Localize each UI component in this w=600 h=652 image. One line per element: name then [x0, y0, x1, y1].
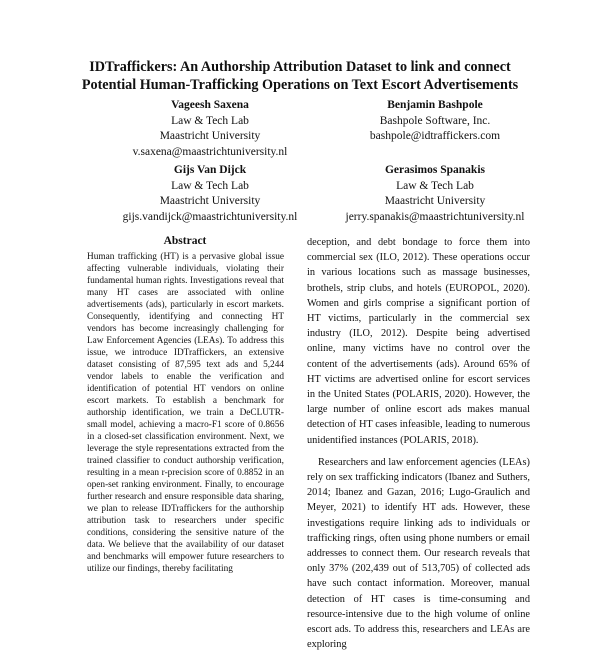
- author-email: gijs.vandijck@maastrichtuniversity.nl: [122, 210, 298, 223]
- author-name: Gerasimos Spanakis: [384, 164, 485, 176]
- author-email: jerry.spanakis@maastrichtuniversity.nl: [345, 210, 525, 223]
- introduction-column: [307, 235, 530, 651]
- author-block-spanakis: [290, 163, 580, 225]
- author-email: v.saxena@maastrichtuniversity.nl: [132, 145, 288, 158]
- author-institution: Maastricht University: [159, 195, 261, 207]
- author-affiliation: Law & Tech Lab: [171, 179, 249, 192]
- author-affiliation: Bashpole Software, Inc.: [379, 114, 491, 127]
- author-name: Vageesh Saxena: [171, 99, 249, 111]
- paper-title: [40, 58, 560, 94]
- author-name: Benjamin Bashpole: [387, 99, 483, 111]
- abstract-body: [87, 251, 284, 600]
- body-paragraph-2: Researchers and law enforcement agencies (LEAs) rely on sex trafficking indicators (Ibanez and Suthers, 2014; Ibanez and Gazan, 2016; Lugo-Graulich and Meyer, 2021) to identify HT ads. However, these investigations require linking ads to individuals or trafficking rings, often using phone numbers or email addresses to connect them. Our research reveals that only 37% (202,439 out of 513,705) of collected ads have such contact information. Moreover, manual detection of HT cases is time-consuming and resource-intensive due to the high volume of online escort ads. To address this, researchers and LEAs are exploring: [307, 456, 530, 651]
- author-affiliation: Law & Tech Lab: [396, 179, 474, 192]
- author-institution: Maastricht University: [384, 195, 486, 207]
- author-name: Gijs Van Dijck: [173, 164, 247, 176]
- title-line-2: Potential Human-Trafficking Operations on Text Escort Advertisements: [81, 77, 519, 93]
- author-email: bashpole@idtraffickers.com: [369, 130, 501, 142]
- abstract-heading: Abstract: [163, 235, 207, 247]
- abstract-text: Human trafficking (HT) is a pervasive global issue affecting vulnerable individuals, violating their fundamental human rights. Investigations reveal that many HT cases are associated with online advertisements (ads), particularly in escort markets. Consequently, identifying and connecting HT vendors has become increasingly challenging for Law Enforcement Agencies (LEAs). To address this issue, we introduce IDTraffickers, an extensive dataset consisting of 87,595 text ads and 5,244 vendor labels to enable the verification and identification of potential HT vendors on online escort markets. To establish a benchmark for authorship identification, we train a DeCLUTR-small model, achieving a macro-F1 score of 0.8656 in a closed-set classification environment. Next, we leverage the style representations extracted from the trained classifier to conduct authorship verification, resulting in a mean r-precision score of 0.8852 in an open-set ranking environment. Finally, to encourage further research and ensure responsible data sharing, we plan to release IDTraffickers for the authorship attribution task to researchers under specific conditions, considering the sensitive nature of the data. We believe that the availability of our dataset and benchmarks will empower future researchers to utilize our findings, thereby facilitating: [87, 252, 284, 574]
- body-paragraph-1: deception, and debt bondage to force them into commercial sex (ILO, 2012). These operations occur in various locations such as massage businesses, brothels, strip clubs, and hotels (EUROPOL, 2020). Women and girls comprise a significant portion of HT victims, particularly in the commercial sex industry (ILO, 2012). Despite being advertised online, many victims have no control over the content of the advertisements (ads). Around 65% of HT victims are advertised online for escort services in the United States (POLARIS, 2020). However, the large number of online escort ads makes manual detection of HT cases infeasible, leading to numerous unidentified instances (POLARIS, 2018).: [307, 237, 530, 446]
- author-affiliation: Law & Tech Lab: [171, 114, 249, 127]
- author-institution: Maastricht University: [159, 130, 261, 142]
- author-block-bashpole: [290, 98, 580, 145]
- title-line-1: IDTraffickers: An Authorship Attribution Dataset to link and connect: [89, 59, 511, 75]
